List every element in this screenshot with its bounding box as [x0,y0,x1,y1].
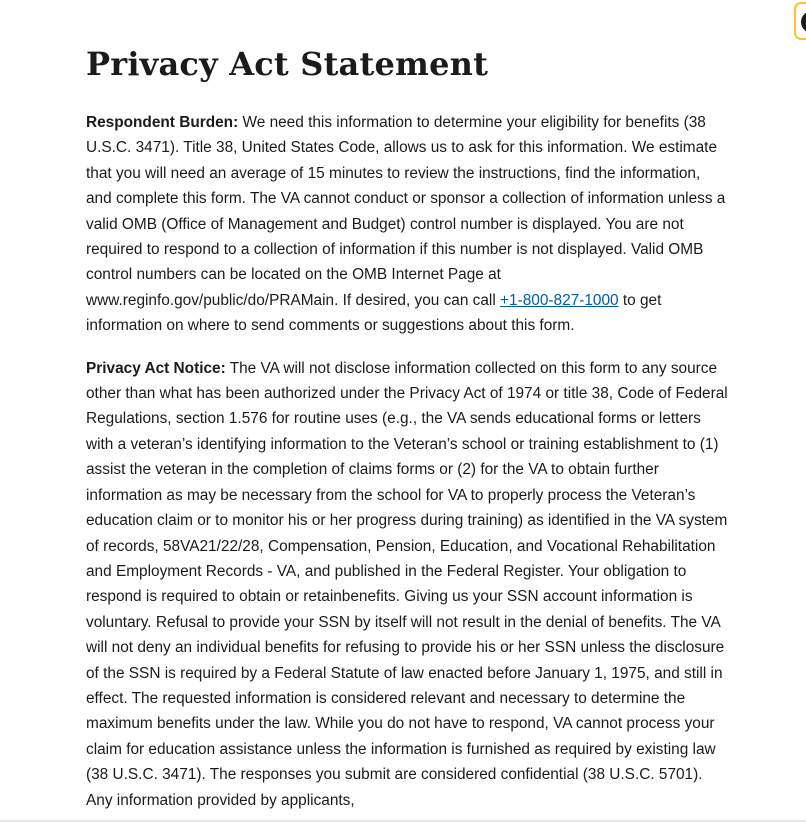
privacy-notice-heading: Privacy Act Notice: [86,359,226,377]
phone-link[interactable]: +1-800-827-1000 [500,291,619,309]
respondent-burden-text: We need this information to determine your eligibility for benefits (38 U.S.C. 3471). Title 38, United States Code, allows us to ask for this information. We estimate that you will need an average of 15 minutes to review the instructions, find the information, and complete this form. The VA cannot conduct or sponsor a collection of information unless a valid OMB (Office of Management and Budget) control number is displayed. You are not required to respond to a collection of information if this number is not displayed. Valid OMB control numbers can be located on the OMB Internet Page at www.reginfo.gov/public/do/PRAMain. If desired, you can call [86,114,726,309]
respondent-burden-heading: Respondent Burden: [86,114,239,131]
close-icon [801,11,806,33]
privacy-notice-paragraph [86,356,728,813]
modal-content [86,40,728,813]
respondent-burden-text-end: to get information on where to send comments or suggestions about this form. [86,291,662,335]
respondent-burden-paragraph [86,110,728,339]
privacy-notice-text: The VA will not disclose information collected on this form to any source other than what has been authorized under the Privacy Act of 1974 or title 38, Code of Federal Regulations, section 1.576 for routine uses (e.g., the VA sends educational forms or letters with a veteran’s identifying information to the Veteran’s school or training establishment to (1) assist the veteran in the completion of claims forms or (2) for the VA to obtain further information as may be necessary from the school for VA to properly process the Veteran’s education claim or to monitor his or her progress during training) as identified in the VA system of records, 58VA21/22/28, Compensation, Pension, Education, and Vocational Rehabilitation and Employment Records - VA, and published in the Federal Register. Your obligation to respond is required to obtain or retainbenefits. Giving us your SSN account information is voluntary. Refusal to provide your SSN by itself will not result in the denial of benefits. The VA will not deny an individual benefits for refusing to provide his or her SSN unless the disclosure of the SSN is required by a Federal Statute of law enacted before January 1, 1975, and still in effect. The requested information is considered relevant and necessary to determine the maximum benefits under the law. While you do not have to respond, VA cannot process your claim for education assistance unless the information is furnished as required by existing law (38 U.S.C. 3471). The responses you submit are considered confidential (38 U.S.C. 5701). Any information provided by applicants, [86,359,728,809]
close-button[interactable] [794,2,806,40]
modal-title: Privacy Act Statement [86,45,489,83]
